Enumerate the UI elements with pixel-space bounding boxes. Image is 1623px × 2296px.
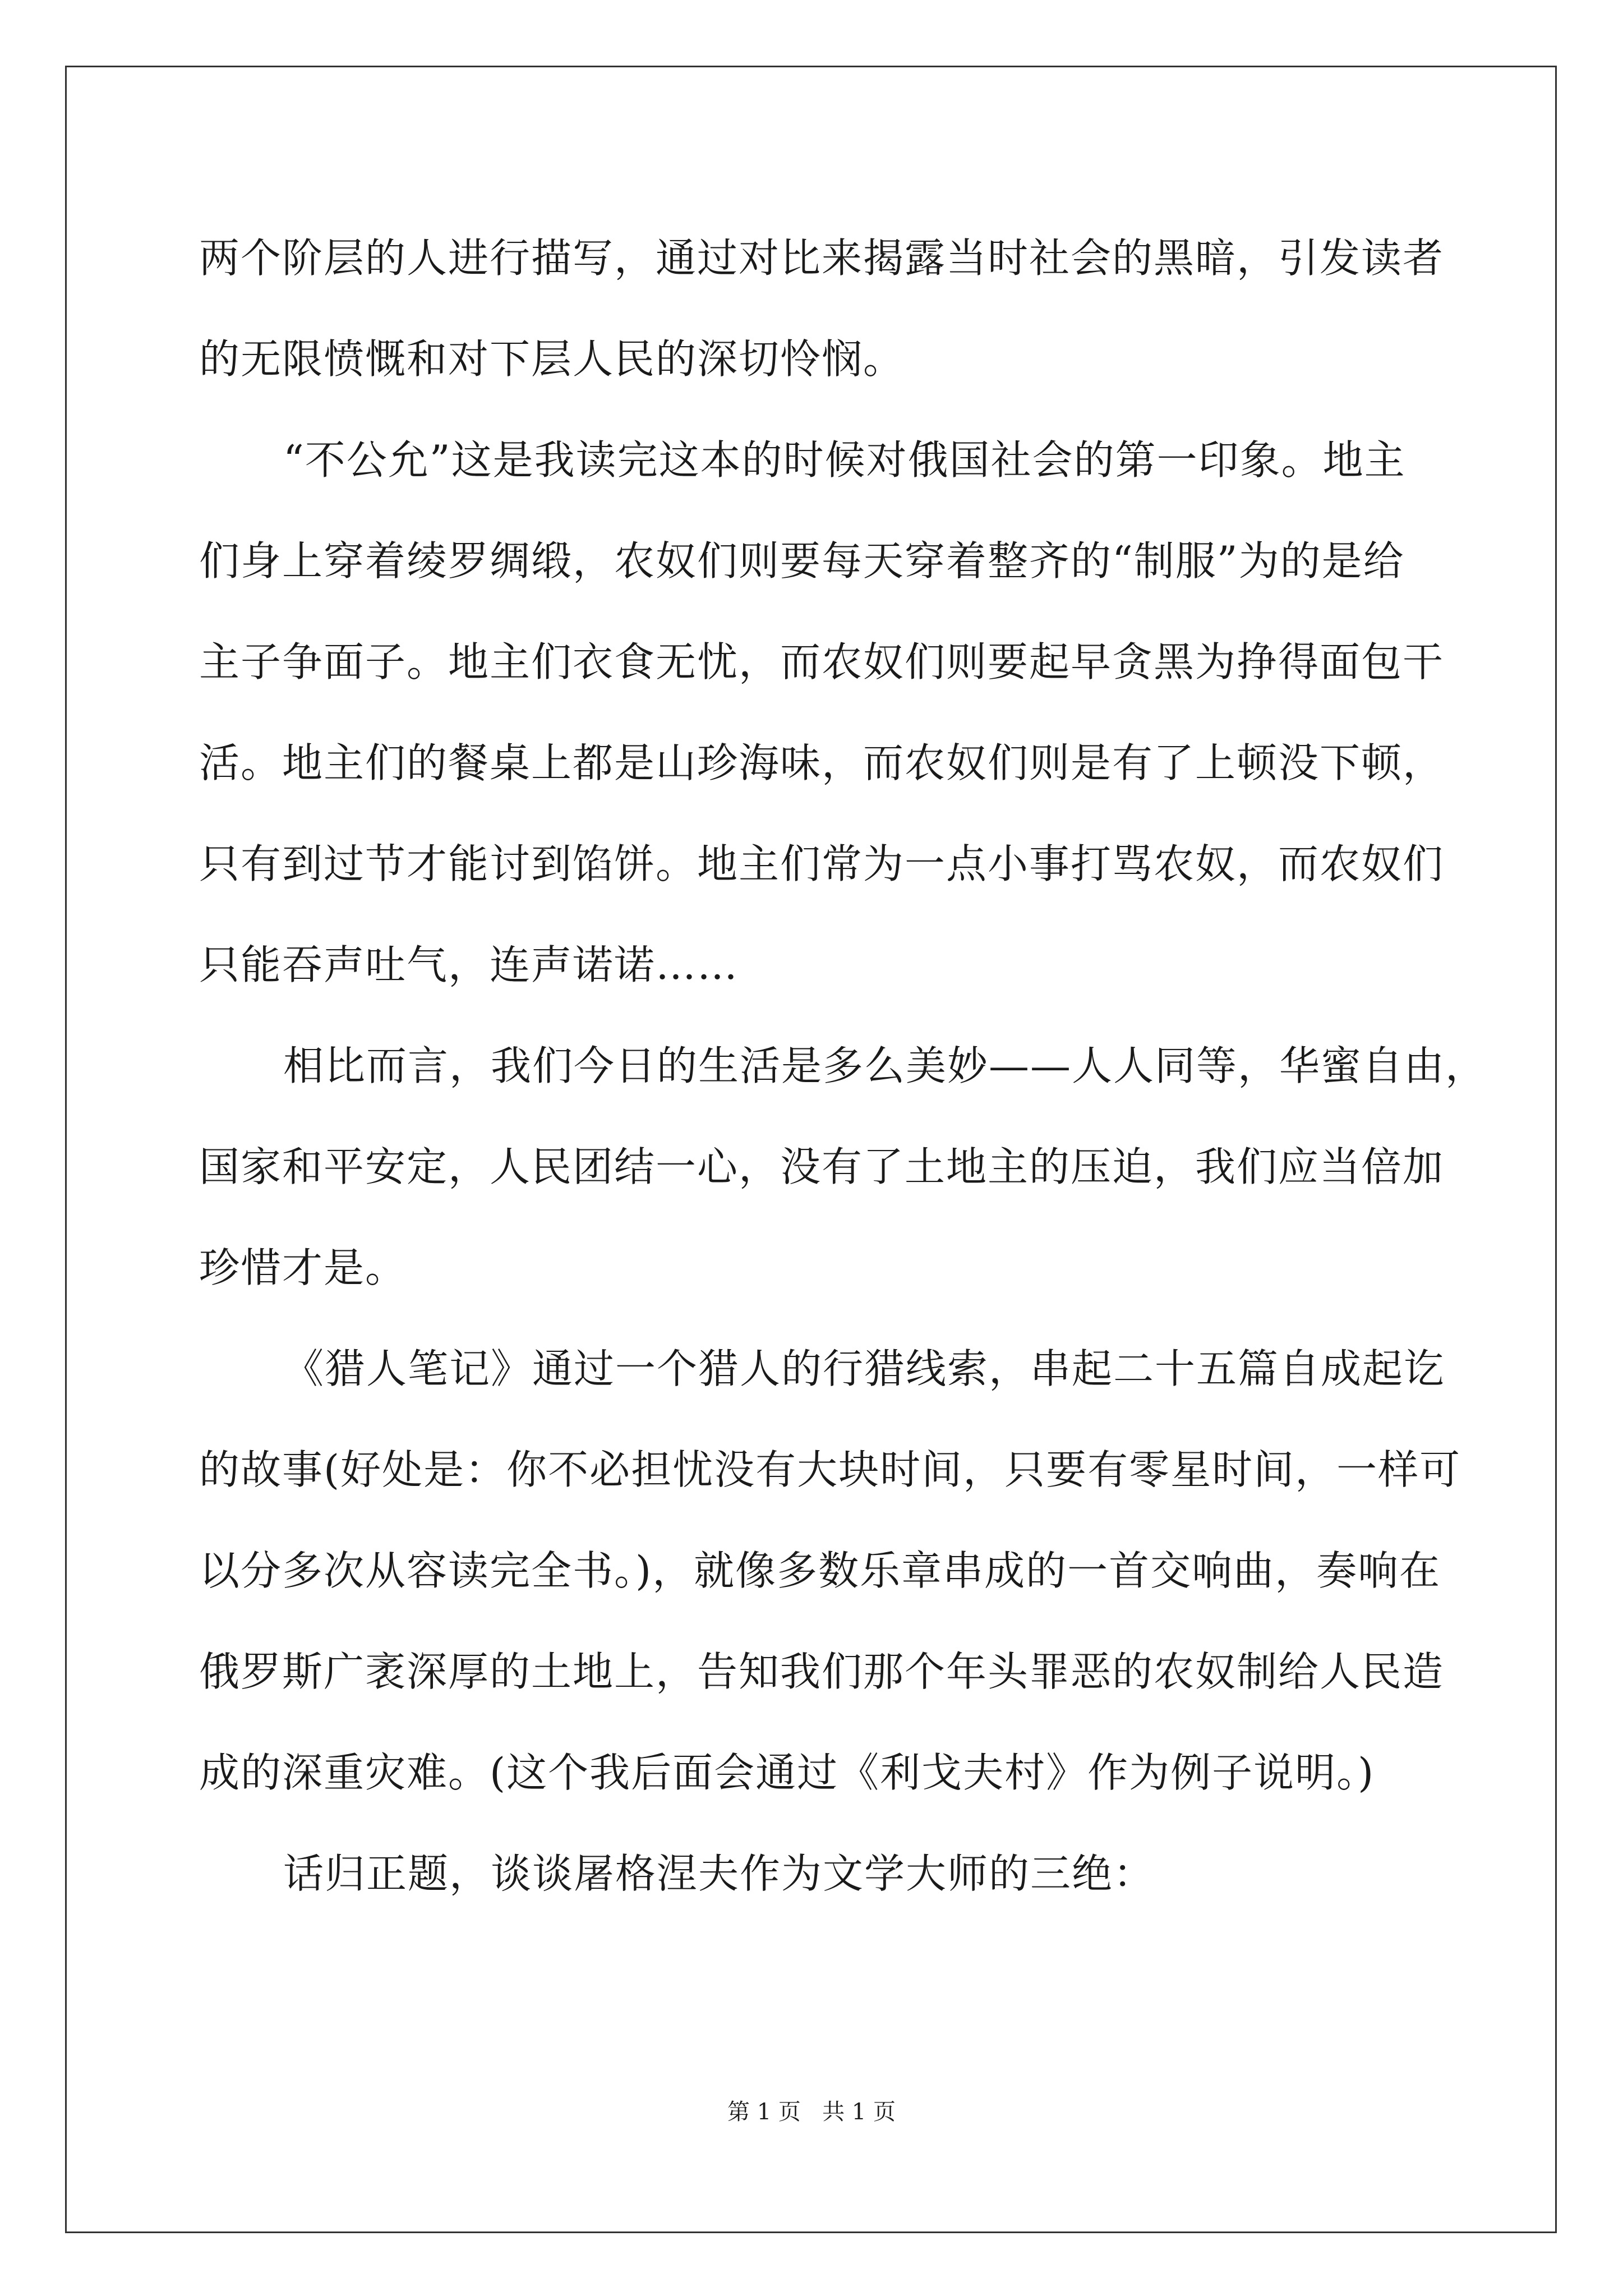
paragraph-first-line: “不公允”这是我读完这本的时候对俄国社会的第一印象。地主: [283, 436, 1406, 484]
text-line: 以分多次从容读完全书。)，就像多数乐章串成的一首交响曲，奏响在: [199, 1547, 1441, 1594]
text-line: 两个阶层的人进行描写，通过对比来揭露当时社会的黑暗，引发读者: [199, 234, 1445, 282]
paragraph-first-line: 相比而言，我们今日的生活是多么美妙——人人同等，华蜜自由，: [283, 1042, 1487, 1089]
paragraph-first-line: 话归正题，谈谈屠格涅夫作为文学大师的三绝：: [283, 1850, 1155, 1897]
text-line: 只能吞声吐气，连声诺诺……: [199, 941, 739, 988]
text-line: 国家和平安定，人民团结一心，没有了土地主的压迫，我们应当倍加: [199, 1143, 1445, 1190]
document-body: [199, 208, 1487, 1924]
text-line: 们身上穿着绫罗绸缎，农奴们则要每天穿着整齐的“制服”为的是给: [199, 537, 1405, 585]
text-line: 成的深重灾难。(这个我后面会通过《利戈夫村》作为例子说明。): [199, 1749, 1375, 1796]
text-line: 的故事(好处是：你不必担忧没有大块时间，只要有零星时间，一样可: [199, 1446, 1461, 1493]
text-line: 只有到过节才能讨到馅饼。地主们常为一点小事打骂农奴，而农奴们: [199, 840, 1445, 887]
text-line: 珍惜才是。: [199, 1244, 407, 1291]
paragraph-first-line: 《猎人笔记》通过一个猎人的行猎线索，串起二十五篇自成起讫: [283, 1345, 1446, 1392]
text-line: 俄罗斯广袤深厚的土地上，告知我们那个年头罪恶的农奴制给人民造: [199, 1648, 1445, 1695]
text-line: 活。地主们的餐桌上都是山珍海味，而农奴们则是有了上顿没下顿，: [199, 739, 1445, 786]
text-line: 主子争面子。地主们衣食无忧，而农奴们则要起早贪黑为挣得面包干: [199, 638, 1445, 685]
text-line: 的无限愤慨和对下层人民的深切怜悯。: [199, 335, 905, 383]
page-number-footer: 第 1 页 共 1 页: [727, 2099, 896, 2125]
